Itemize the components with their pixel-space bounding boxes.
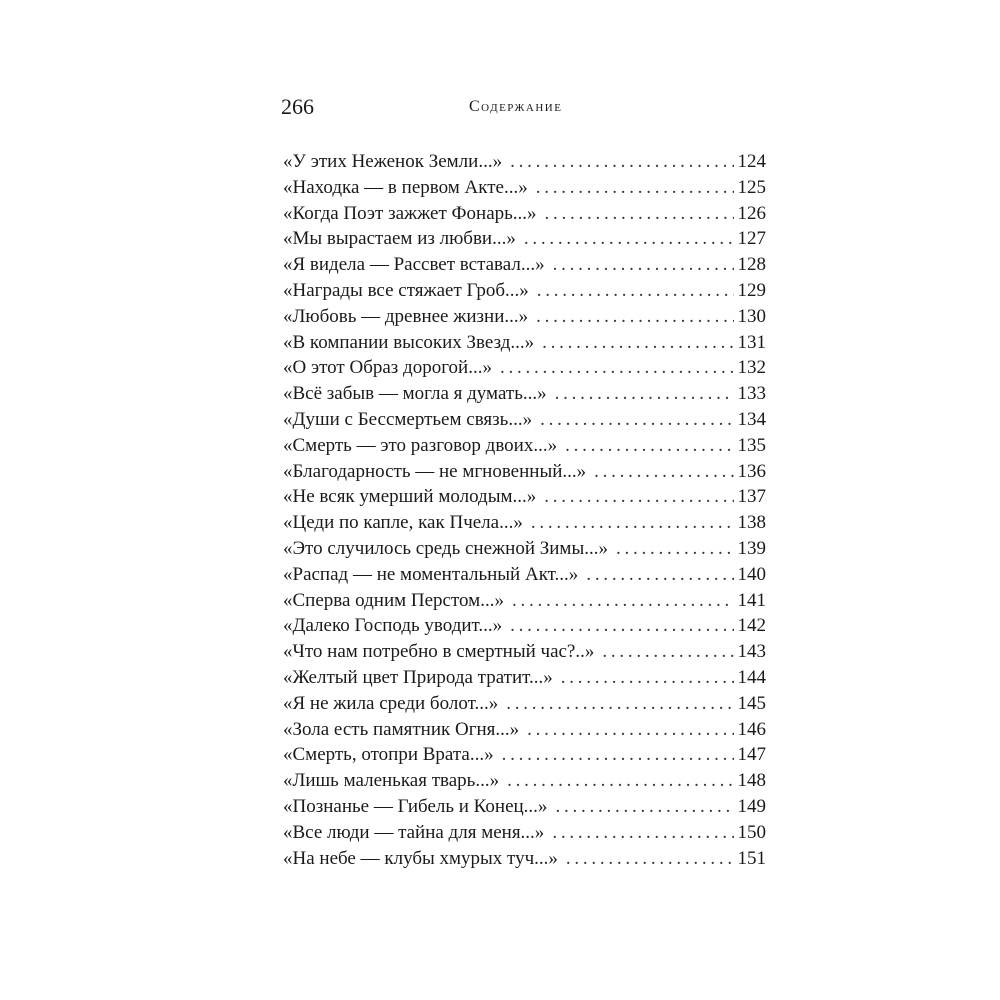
dot-leader — [524, 226, 734, 252]
toc-entry-page: 127 — [737, 228, 766, 250]
toc-entry-title: «Смерть — это разговор двоих...» — [283, 434, 558, 456]
dot-leader — [507, 768, 733, 794]
dot-leader — [527, 717, 733, 743]
toc-entry-page: 148 — [737, 770, 766, 792]
toc-entry-title: «Что нам потребно в смертный час?..» — [283, 641, 595, 663]
dot-leader — [536, 175, 734, 201]
toc-entry-page: 126 — [737, 202, 766, 224]
toc-entry — [283, 536, 766, 562]
dot-leader — [500, 355, 734, 381]
toc-entry-page: 125 — [737, 176, 766, 198]
toc-entry-title: «Все люди — тайна для меня...» — [283, 821, 545, 843]
toc-entry-title: «Любовь — древнее жизни...» — [283, 305, 529, 327]
toc-entry-page: 139 — [737, 537, 766, 559]
toc-entry-page: 151 — [737, 847, 766, 869]
toc-entry-page: 143 — [737, 641, 766, 663]
toc-entry-title: «Благодарность — не мгновенный...» — [283, 460, 587, 482]
toc-entry — [283, 484, 766, 510]
toc-entry-page: 124 — [737, 151, 766, 172]
toc-entry-page: 136 — [737, 460, 766, 482]
toc-entry-page: 133 — [737, 383, 766, 405]
toc-entry-page: 128 — [737, 254, 766, 276]
toc-entry-title: «Я не жила среди болот...» — [283, 692, 499, 714]
toc-entry — [283, 510, 766, 536]
dot-leader — [602, 639, 733, 665]
toc-entry-title: «Находка — в первом Акте...» — [283, 176, 528, 198]
dot-leader — [544, 484, 733, 510]
toc-entry-title: «В компании высоких Звезд...» — [283, 331, 535, 353]
toc-entry — [283, 639, 766, 665]
toc-entry-title: «Это случилось средь снежной Зимы...» — [283, 537, 608, 559]
toc-entry-page: 131 — [737, 331, 766, 353]
dot-leader — [531, 510, 734, 536]
toc-entry — [283, 355, 766, 381]
dot-leader — [506, 691, 733, 717]
toc-entry-title: «Цеди по капле, как Пчела...» — [283, 512, 523, 534]
toc-entry-title: «Распад — не моментальный Акт...» — [283, 563, 579, 585]
toc-entry-title: «Зола есть памятник Огня...» — [283, 718, 520, 740]
toc-entry — [283, 613, 766, 639]
toc-entry-title: «Желтый цвет Природа тратит...» — [283, 666, 553, 688]
running-head: Содержание — [469, 98, 563, 115]
toc-entry-page: 144 — [737, 666, 766, 688]
dot-leader — [545, 201, 734, 227]
dot-leader — [510, 149, 733, 175]
toc-entry-title: «Лишь маленькая тварь...» — [283, 770, 500, 792]
toc-entry-page: 138 — [737, 512, 766, 534]
toc-entry — [283, 717, 766, 743]
toc-entry-title: «Души с Бессмертьем связь...» — [283, 408, 533, 430]
dot-leader — [586, 562, 733, 588]
toc-entry-page: 135 — [737, 434, 766, 456]
toc-entry — [283, 846, 766, 872]
toc-entry-page: 142 — [737, 615, 766, 637]
dot-leader — [536, 304, 733, 330]
toc-entry-page: 146 — [737, 718, 766, 740]
toc-entry — [283, 691, 766, 717]
toc-entry-title: «Не всяк умерший молодым...» — [283, 486, 537, 508]
toc-entry-page: 149 — [737, 795, 766, 817]
toc-entry-page: 132 — [737, 357, 766, 379]
toc-entry-page: 129 — [737, 279, 766, 301]
toc-entry-title: «Далеко Господь уводит...» — [283, 615, 503, 637]
toc-entry — [283, 304, 766, 330]
toc-entry — [283, 201, 766, 227]
toc-entry — [283, 742, 766, 768]
toc-entry — [283, 562, 766, 588]
toc-entry — [283, 433, 766, 459]
toc-entry — [283, 149, 766, 175]
dot-leader — [594, 459, 733, 485]
dot-leader — [542, 330, 733, 356]
dot-leader — [555, 381, 734, 407]
toc-entry-page: 150 — [737, 821, 766, 843]
dot-leader — [555, 794, 733, 820]
toc-entry-title: «Награды все стяжает Гроб...» — [283, 279, 529, 301]
toc-entry-page: 134 — [737, 408, 766, 430]
dot-leader — [565, 433, 733, 459]
toc-entry-title: «Я видела — Рассвет вставал...» — [283, 254, 545, 276]
dot-leader — [553, 252, 734, 278]
toc-entry — [283, 407, 766, 433]
toc-entry — [283, 794, 766, 820]
dot-leader — [616, 536, 734, 562]
toc-entry-title: «Всё забыв — могла я думать...» — [283, 383, 547, 405]
toc-entry — [283, 588, 766, 614]
dot-leader — [540, 407, 733, 433]
toc-entry-page: 147 — [737, 744, 766, 766]
dot-leader — [510, 613, 733, 639]
toc-entry-title: «Смерть, отопри Врата...» — [283, 744, 494, 766]
toc-entry — [283, 459, 766, 485]
dot-leader — [502, 742, 734, 768]
toc-entry-page: 141 — [737, 589, 766, 611]
toc-entry — [283, 381, 766, 407]
dot-leader — [566, 846, 734, 872]
toc-entry-page: 130 — [737, 305, 766, 327]
toc-entry-title: «Сперва одним Перстом...» — [283, 589, 504, 611]
toc-entry — [283, 330, 766, 356]
toc-entry-page: 137 — [737, 486, 766, 508]
toc-entry — [283, 175, 766, 201]
toc-entry — [283, 226, 766, 252]
toc-entry — [283, 252, 766, 278]
toc-entry — [283, 768, 766, 794]
toc-entry-title: «На небе — клубы хмурых туч...» — [283, 847, 558, 869]
toc-entry-title: «У этих Неженок Земли...» — [283, 151, 503, 172]
toc-entry — [283, 278, 766, 304]
toc-entry-page: 140 — [737, 563, 766, 585]
toc-entry-title: «Когда Поэт зажжет Фонарь...» — [283, 202, 537, 224]
dot-leader — [552, 820, 733, 846]
dot-leader — [537, 278, 734, 304]
toc-entry — [283, 820, 766, 846]
toc-entry-title: «О этот Образ дорогой...» — [283, 357, 492, 379]
table-of-contents — [283, 149, 766, 871]
toc-entry-title: «Познанье — Гибель и Конец...» — [283, 795, 548, 817]
toc-entry — [283, 665, 766, 691]
toc-entry-title: «Мы вырастаем из любви...» — [283, 228, 516, 250]
page-number: 266 — [281, 94, 314, 119]
dot-leader — [561, 665, 734, 691]
dot-leader — [512, 588, 734, 614]
toc-entry-page: 145 — [737, 692, 766, 714]
